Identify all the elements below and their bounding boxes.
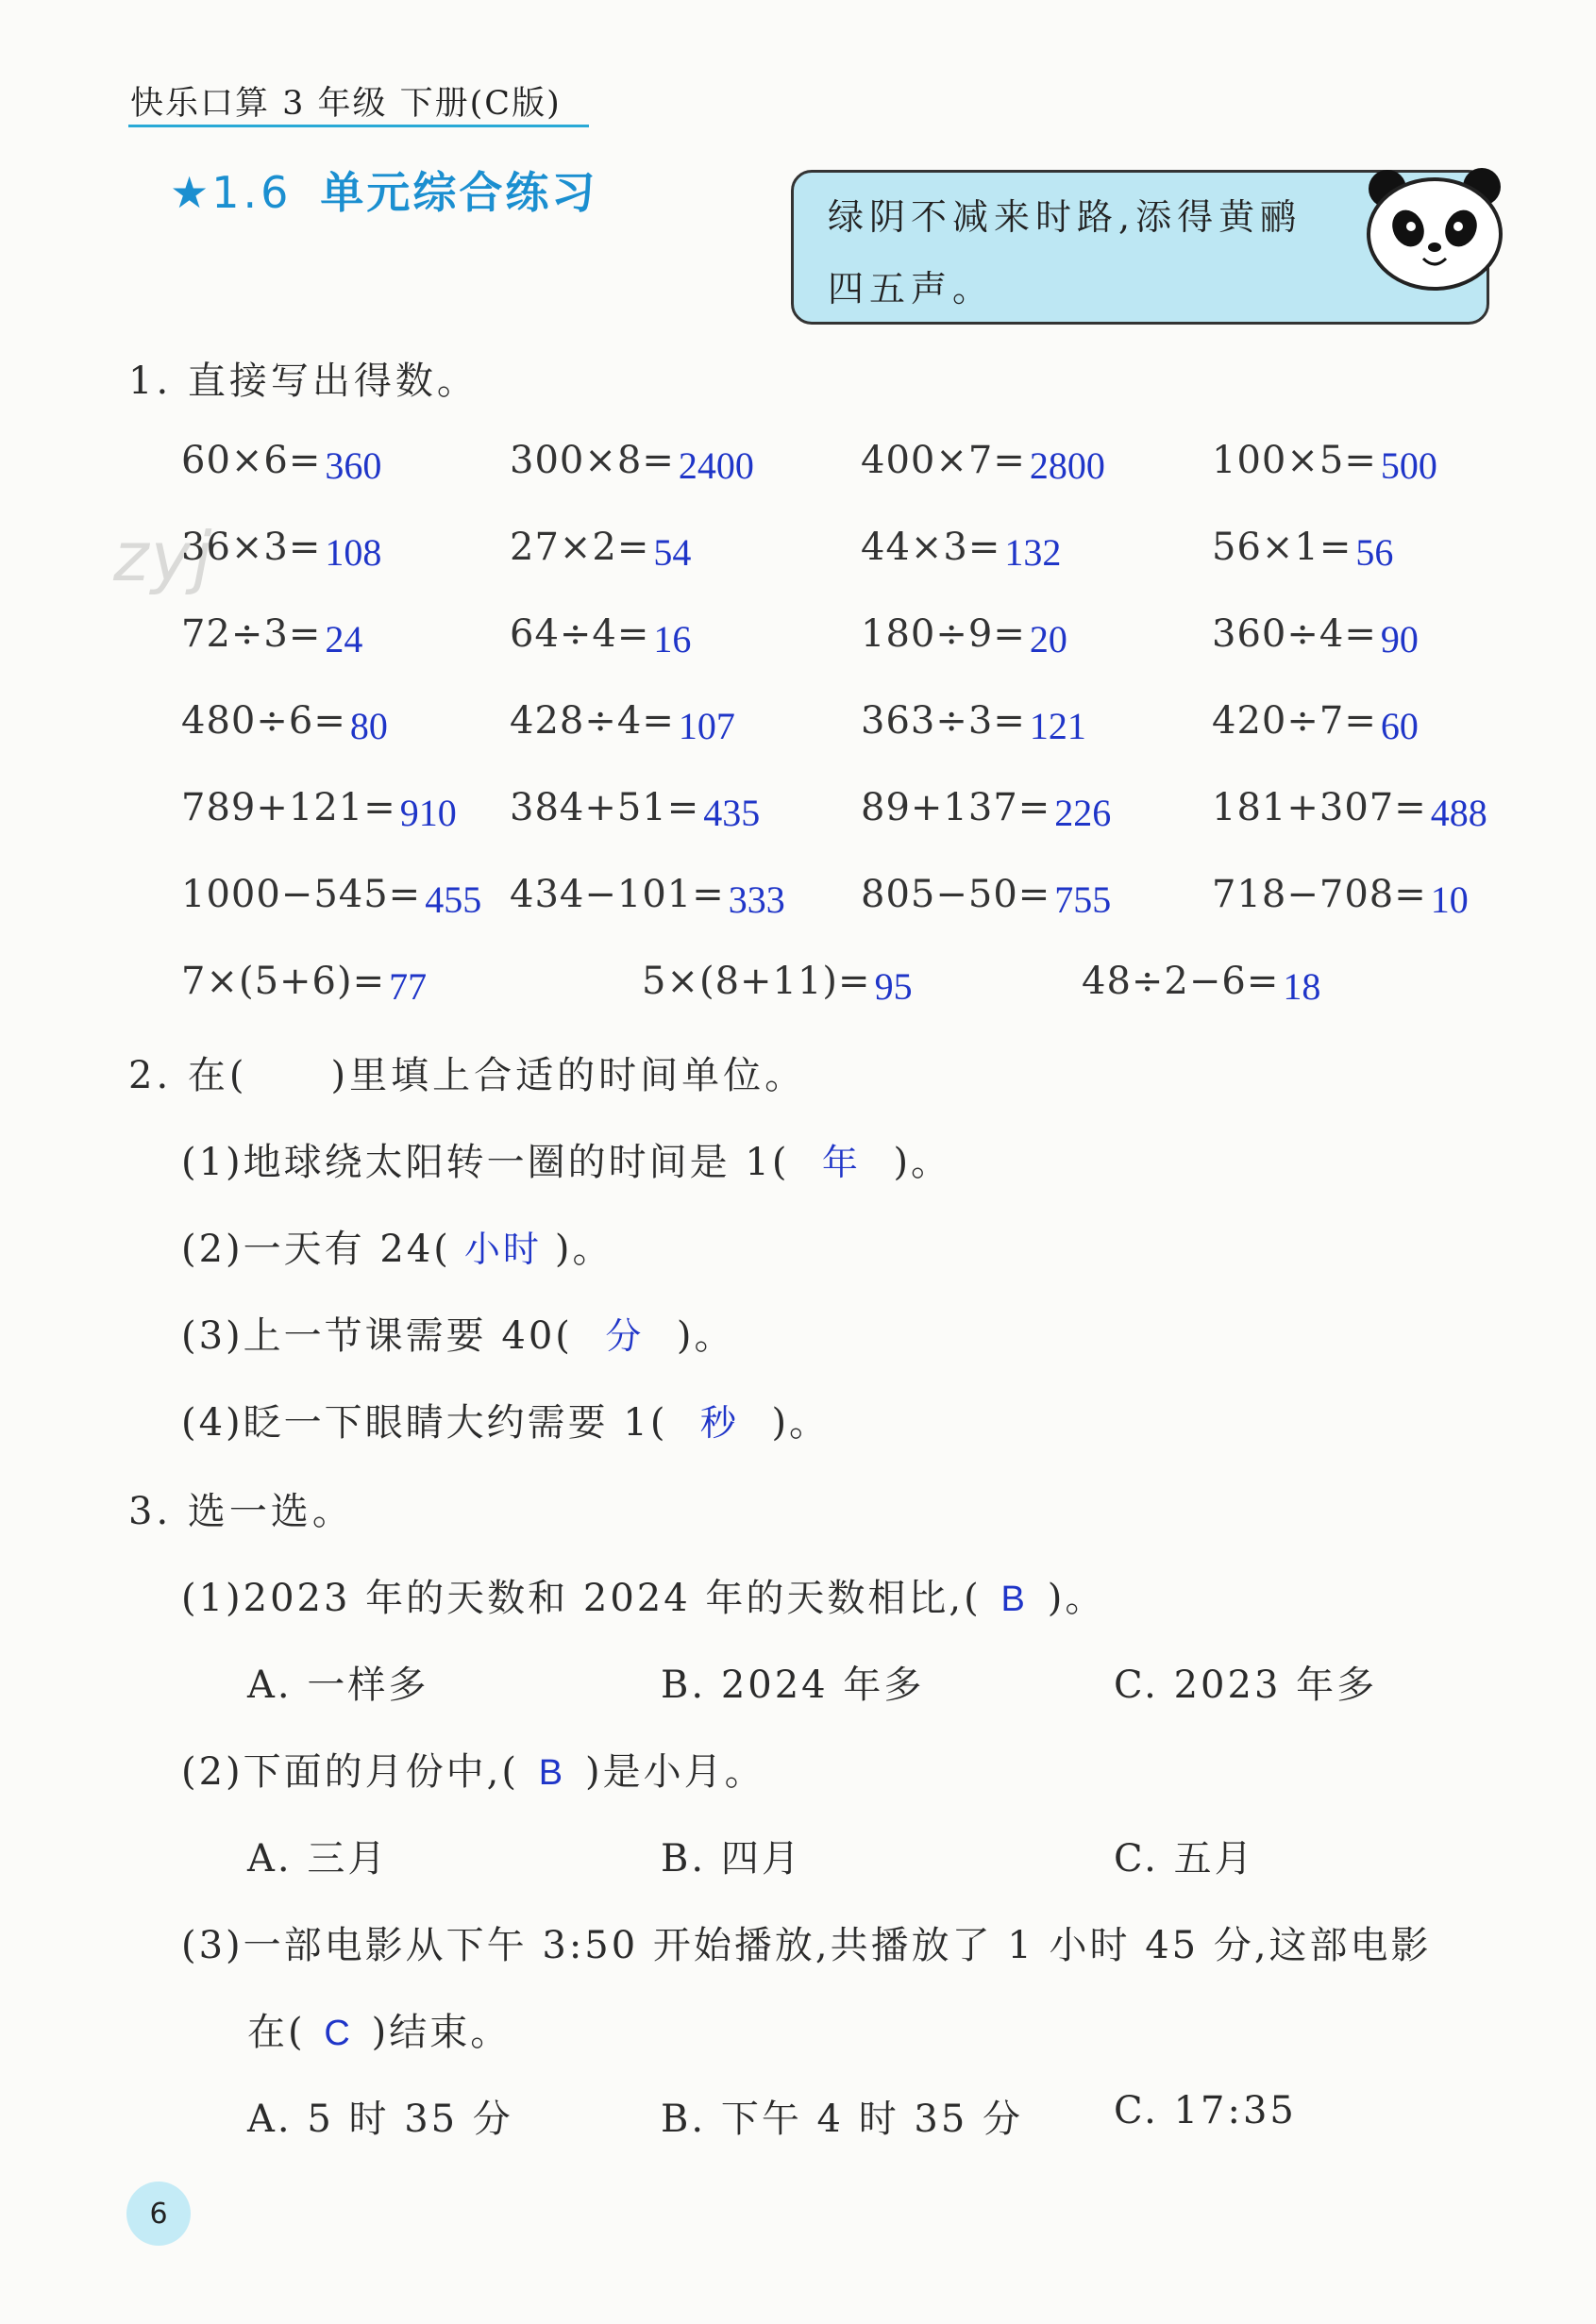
q3-answer: B	[538, 1753, 566, 1793]
calc-item	[1212, 525, 1394, 574]
q2-item-end: )。	[676, 1314, 735, 1358]
calc-item	[1212, 785, 1487, 834]
calc-expression: 789+121=	[181, 786, 396, 829]
star-icon: ★	[170, 167, 212, 218]
calc-answer: 56	[1355, 531, 1394, 574]
calc-item	[1082, 959, 1321, 1008]
calc-answer: 121	[1029, 705, 1086, 747]
calc-answer: 333	[728, 878, 785, 921]
calc-item	[510, 785, 761, 834]
q3-option: A. 5 时 35 分	[247, 2098, 513, 2141]
calc-expression: 718−708=	[1212, 873, 1427, 916]
q3-item-end: )。	[1047, 1577, 1106, 1620]
calc-expression: 5×(8+11)=	[642, 960, 871, 1003]
q1-title: 1. 直接写出得数。	[128, 359, 479, 403]
page-number: 6	[126, 2182, 191, 2246]
calc-answer: 910	[399, 792, 457, 834]
panda-icon	[1359, 160, 1510, 293]
calc-expression: 7×(5+6)=	[181, 960, 386, 1003]
calc-answer: 60	[1380, 705, 1419, 747]
section-number: 1.6	[211, 167, 293, 218]
q3-item-end: )结束。	[371, 2011, 512, 2054]
calc-answer: 755	[1054, 878, 1112, 921]
q3-title: 3. 选一选。	[128, 1490, 354, 1533]
calc-answer: 2400	[678, 444, 754, 487]
calc-item	[510, 438, 754, 487]
calc-answer: 54	[653, 531, 692, 574]
calc-answer: 107	[678, 705, 735, 747]
calc-answer: 16	[653, 618, 692, 660]
calc-expression: 428÷4=	[510, 699, 675, 743]
calc-answer: 80	[349, 705, 388, 747]
q3-item-text: (3)一部电影从下午 3:50 开始播放,共播放了 1 小时 45 分,这部电影	[181, 1924, 1432, 1967]
q3-option: B. 下午 4 时 35 分	[661, 2098, 1024, 2141]
calc-answer: 90	[1380, 618, 1419, 660]
q2-item-text: (1)地球绕太阳转一圈的时间是 1(	[181, 1141, 790, 1184]
calc-expression: 181+307=	[1212, 786, 1427, 829]
q3-item	[181, 1742, 765, 1796]
watermark: zyj	[113, 517, 214, 596]
calc-item	[181, 611, 363, 660]
q2-item-end: )。	[893, 1141, 952, 1184]
q2-item-text: (2)一天有 24(	[181, 1228, 451, 1271]
q2-answer: 小时	[463, 1229, 542, 1270]
calc-item	[861, 611, 1067, 660]
q3-option: B. 四月	[661, 1837, 802, 1881]
calc-answer: 455	[425, 878, 482, 921]
section-title	[170, 159, 597, 221]
q3-item	[181, 1915, 1432, 1969]
q2-item	[181, 1219, 613, 1273]
calc-expression: 1000−545=	[181, 873, 422, 916]
calc-expression: 363÷3=	[861, 699, 1026, 743]
q2-item	[181, 1132, 951, 1186]
calc-item	[1212, 611, 1419, 660]
calc-expression: 360÷4=	[1212, 612, 1377, 656]
calc-expression: 72÷3=	[181, 612, 322, 656]
calc-expression: 27×2=	[510, 526, 650, 569]
q3-item-end: )是小月。	[584, 1750, 765, 1794]
calc-item	[861, 785, 1112, 834]
calc-answer: 500	[1380, 444, 1437, 487]
calc-item	[510, 872, 785, 921]
q3-answer: B	[1000, 1580, 1028, 1619]
q3-answer: C	[324, 2014, 353, 2053]
calc-answer: 18	[1283, 965, 1321, 1008]
q3-option: C. 17:35	[1114, 2089, 1297, 2132]
calc-expression: 480÷6=	[181, 699, 346, 743]
calc-item	[642, 959, 913, 1008]
calc-item	[181, 438, 382, 487]
calc-item	[181, 698, 388, 747]
q3-option: A. 三月	[247, 1837, 389, 1881]
calc-expression: 60×6=	[181, 439, 322, 482]
section-title-text: 单元综合练习	[320, 167, 598, 218]
calc-expression: 89+137=	[861, 786, 1051, 829]
calc-item	[1212, 698, 1419, 747]
q2-title: 2. 在( )里填上合适的时间单位。	[128, 1054, 807, 1097]
calc-answer: 132	[1004, 531, 1062, 574]
calc-item	[510, 611, 692, 660]
q2-item-text: (3)上一节课需要 40(	[181, 1314, 573, 1358]
poem-line-2: 四五声。	[828, 268, 995, 309]
poem-line-1: 绿阴不减来时路,添得黄鹂	[828, 196, 1302, 238]
q3-item-text: (2)下面的月份中,(	[181, 1750, 519, 1794]
calc-item	[861, 698, 1086, 747]
q3-item-text: 在(	[247, 2011, 306, 2054]
calc-item	[510, 525, 692, 574]
q3-option: A. 一样多	[247, 1664, 429, 1707]
calc-item	[181, 525, 382, 574]
q3-option: B. 2024 年多	[661, 1664, 925, 1707]
calc-answer: 20	[1029, 618, 1067, 660]
q3-option: C. 五月	[1114, 1837, 1255, 1881]
q2-item-end: )。	[771, 1401, 831, 1445]
calc-answer: 435	[703, 792, 761, 834]
q2-answer: 分	[605, 1315, 645, 1357]
calc-item	[1212, 438, 1437, 487]
calc-expression: 56×1=	[1212, 526, 1352, 569]
calc-expression: 420÷7=	[1212, 699, 1377, 743]
q2-item-text: (4)眨一下眼睛大约需要 1(	[181, 1401, 668, 1445]
calc-expression: 434−101=	[510, 873, 725, 916]
calc-expression: 48÷2−6=	[1082, 960, 1280, 1003]
q2-item	[181, 1393, 830, 1446]
calc-expression: 44×3=	[861, 526, 1001, 569]
calc-answer: 108	[325, 531, 382, 574]
q3-item-continued	[247, 2002, 511, 2056]
calc-item	[1212, 872, 1469, 921]
calc-expression: 805−50=	[861, 873, 1051, 916]
calc-expression: 400×7=	[861, 439, 1026, 482]
calc-answer: 10	[1430, 878, 1469, 921]
q3-item	[181, 1568, 1105, 1622]
calc-expression: 100×5=	[1212, 439, 1377, 482]
calc-expression: 36×3=	[181, 526, 322, 569]
q2-item	[181, 1306, 735, 1360]
q2-answer: 秒	[699, 1402, 739, 1444]
q3-option: C. 2023 年多	[1114, 1664, 1378, 1707]
calc-item	[861, 872, 1112, 921]
book-header: 快乐口算 3 年级 下册(C版)	[130, 85, 562, 123]
calc-item	[510, 698, 735, 747]
calc-answer: 360	[325, 444, 382, 487]
calc-item	[181, 872, 482, 921]
calc-item	[181, 785, 457, 834]
calc-answer: 488	[1430, 792, 1487, 834]
calc-item	[181, 959, 428, 1008]
calc-answer: 2800	[1029, 444, 1105, 487]
calc-answer: 77	[389, 965, 428, 1008]
calc-expression: 180÷9=	[861, 612, 1026, 656]
q2-item-end: )。	[554, 1228, 613, 1271]
calc-answer: 95	[874, 965, 913, 1008]
calc-answer: 24	[325, 618, 363, 660]
calc-item	[861, 525, 1062, 574]
calc-item	[861, 438, 1105, 487]
calc-expression: 384+51=	[510, 786, 700, 829]
calc-expression: 300×8=	[510, 439, 675, 482]
calc-answer: 226	[1054, 792, 1112, 834]
header-underline	[128, 125, 589, 127]
q3-item-text: (1)2023 年的天数和 2024 年的天数相比,(	[181, 1577, 982, 1620]
q2-answer: 年	[821, 1142, 861, 1183]
calc-expression: 64÷4=	[510, 612, 650, 656]
